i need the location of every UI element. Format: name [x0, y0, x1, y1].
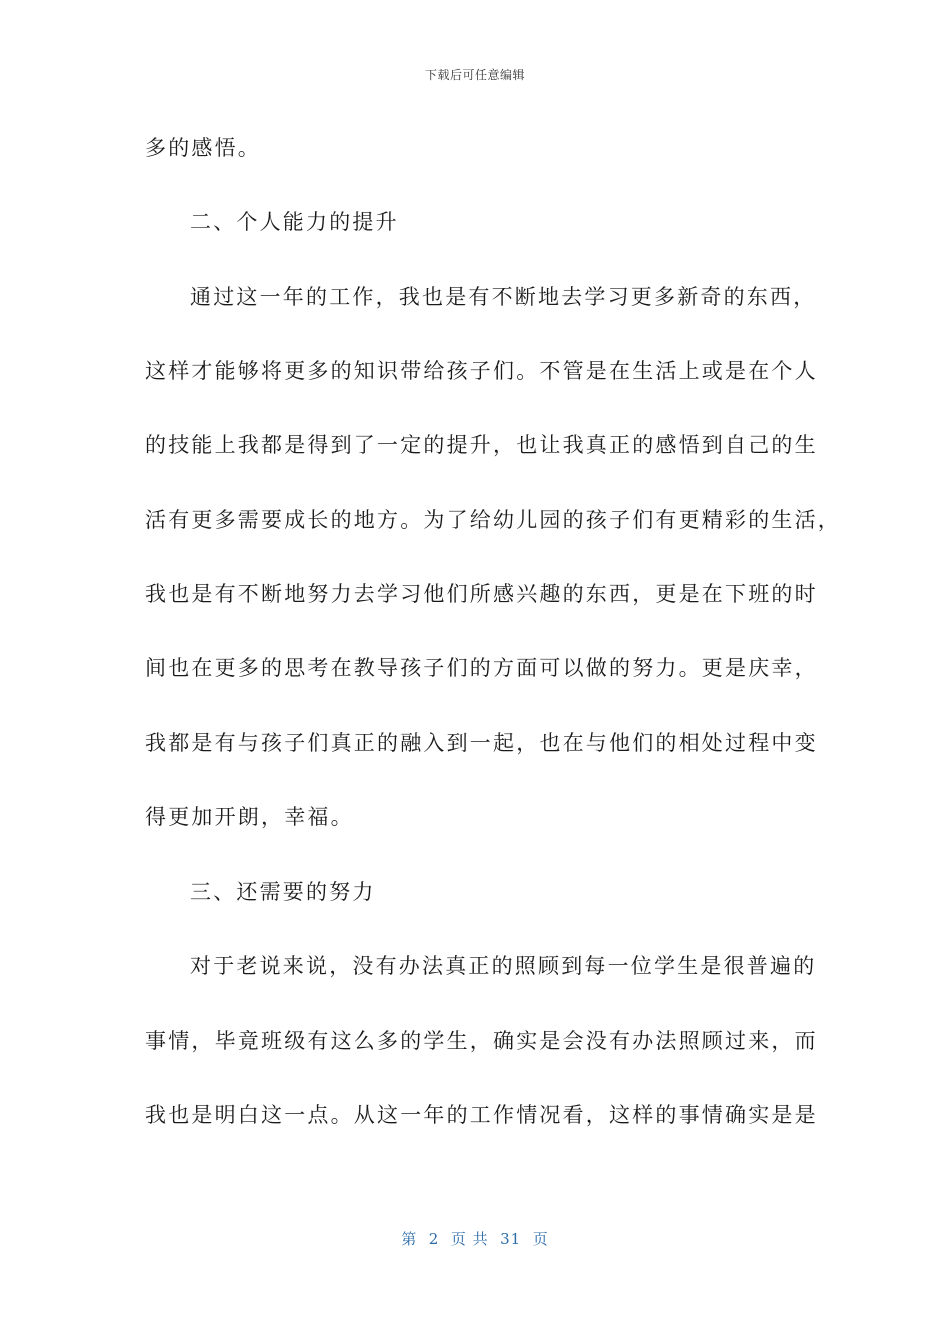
body-line: 的技能上我都是得到了一定的提升，也让我真正的感悟到自己的生: [145, 433, 818, 457]
body-line: 活有更多需要成长的地方。为了给幼儿园的孩子们有更精彩的生活，: [145, 508, 841, 532]
page-number-footer: 第 2 页 共 31 页: [401, 1230, 549, 1248]
body-line: 间也在更多的思考在教导孩子们的方面可以做的努力。更是庆幸，: [145, 656, 818, 680]
body-line: 得更加开朗，幸福。: [145, 805, 354, 829]
body-line: 我都是有与孩子们真正的融入到一起，也在与他们的相处过程中变: [145, 731, 818, 755]
body-line: 我也是有不断地努力去学习他们所感兴趣的东西，更是在下班的时: [145, 582, 818, 606]
body-line: 这样才能够将更多的知识带给孩子们。不管是在生活上或是在个人: [145, 359, 818, 383]
header-note: 下载后可任意编辑: [424, 68, 525, 82]
body-line: 我也是明白这一点。从这一年的工作情况看，这样的事情确实是是: [145, 1103, 818, 1127]
body-line: 多的感悟。: [145, 136, 261, 160]
section-heading: 三、还需要的努力: [190, 880, 376, 904]
body-line: 事情，毕竟班级有这么多的学生，确实是会没有办法照顾过来，而: [145, 1029, 818, 1053]
body-line: 通过这一年的工作，我也是有不断地去学习更多新奇的东西，: [190, 285, 817, 309]
body-line: 对于老说来说，没有办法真正的照顾到每一位学生是很普遍的: [190, 954, 817, 978]
section-heading: 二、个人能力的提升: [190, 210, 399, 234]
